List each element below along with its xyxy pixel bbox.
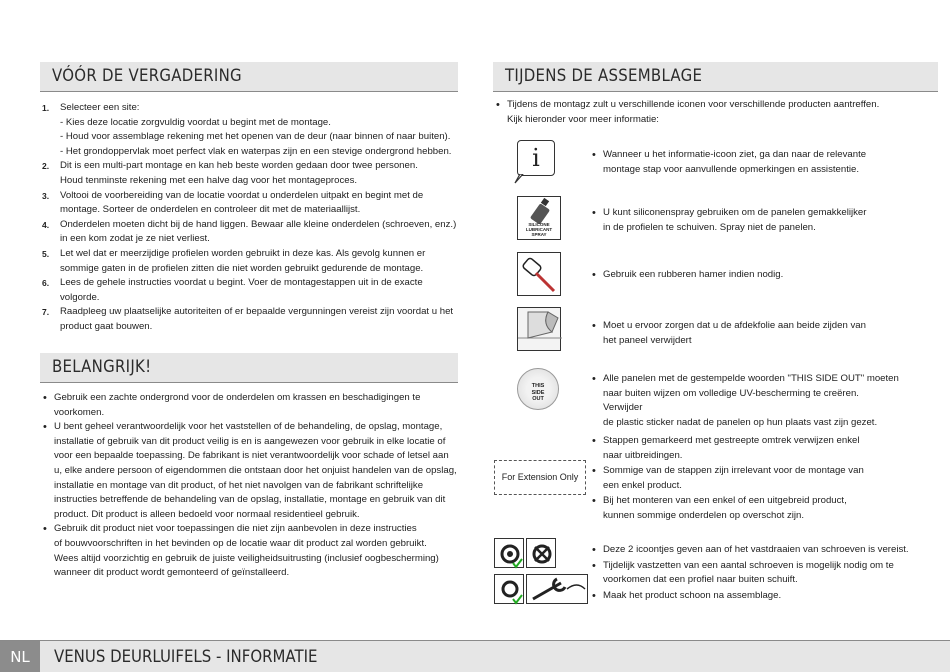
line-text: Maak het product schoon na assemblage. <box>603 589 782 601</box>
line-text: - Het grondoppervlak moet perfect vlak en waterpas zijn en een stevige ondergrond hebben. <box>60 145 452 157</box>
screw-tighten-icon <box>494 538 524 568</box>
step-number: 7. <box>42 307 50 318</box>
silicone-spray-icon: SILICONE LUBRICANT SPRAY <box>517 196 561 240</box>
list-item: • Alle panelen met de gestempelde woorden "THIS SIDE OUT" moeten naar buiten wijzen om volledige UV-bescherming te creëren. Verwijder de plastic sticker nadat de panelen op hun plaats vast zijn gezet. <box>589 372 899 430</box>
step-number: 3. <box>42 190 50 201</box>
line-text: Voltooi de voorbereiding van de locatie voordat u onderdelen uitpakt en begint met de <box>60 189 424 201</box>
list-item: • U kunt siliconenspray gebruiken om de panelen gemakkelijker in de profielen te schuiven. Spray niet de panelen. <box>589 206 899 235</box>
list-item <box>589 464 929 493</box>
peel-film-icon <box>517 307 561 351</box>
line-text: Bij het monteren van een enkel of een uitgebreid product, <box>603 495 847 507</box>
line-text: voorkomen dat een profiel naar buiten schuift. <box>603 574 798 586</box>
line-text: Houd tenminste rekening met een halve dag voor het montageproces. <box>60 174 358 186</box>
section-title: TIJDENS DE ASSEMBLAGE <box>505 66 703 86</box>
icon-row-silicone <box>493 196 913 242</box>
line-text: kunnen sommige onderdelen op overschot zijn. <box>603 509 805 521</box>
icon-row-this-side-out <box>493 366 913 428</box>
extension-list <box>589 434 929 524</box>
section-header-during-assembly <box>493 62 938 92</box>
step-item <box>40 101 458 159</box>
step-item <box>40 305 458 334</box>
this-side-out-sticker-icon: THIS SIDE OUT <box>517 368 559 410</box>
step-item <box>40 247 458 276</box>
list-item <box>40 420 458 522</box>
line-text: - Kies deze locatie zorgvuldig voordat u begint met de montage. <box>60 116 331 128</box>
step-item <box>40 218 458 247</box>
list-item <box>40 391 458 420</box>
section-title: VÓÓR DE VERGADERING <box>52 66 242 86</box>
line-text: Onderdelen moeten dicht bij de hand liggen. Bewaar alle kleine onderdelen (schroeven, enz.) <box>60 218 457 230</box>
list-item: • Wanneer u het informatie-icoon ziet, ga dan naar de relevante montage stap voor aanvullende opmerkingen en assistentie. <box>589 148 899 177</box>
list-item <box>589 559 929 588</box>
icon-row-hammer <box>493 252 913 298</box>
line-text: montage. Sorteer de onderdelen en controleer dit met de materiaallijst. <box>60 204 361 216</box>
step-item <box>40 189 458 218</box>
line-text: in een kom zodat je ze niet verliest. <box>60 233 210 245</box>
line-text: installatie of gebruik van dit product veilig is en is aangewezen voor gebruik in elke locatie of <box>54 435 446 447</box>
list-item <box>589 589 929 604</box>
icon-row-info <box>493 138 913 184</box>
list-item <box>589 543 929 558</box>
line-text: Wees altijd voorzichtig en gebruik de juiste veiligheidsuitrusting (inclusief oogbescherming) <box>54 552 439 564</box>
line-text: u, elke andere persoon of eigendommen die ontstaan door het onjuist handelen van de opslag, <box>54 464 457 476</box>
screw-icons <box>494 538 556 606</box>
wrench-icon <box>526 574 588 604</box>
step-item <box>40 159 458 188</box>
line-text: Gebruik een zachte ondergrond voor de onderdelen om krassen en beschadigingen te <box>54 392 421 403</box>
step-item <box>40 276 458 305</box>
line-text: Lees de gehele instructies voordat u begint. Voer de montagestappen uit in de exacte volgorde. <box>60 277 423 303</box>
step-number: 1. <box>42 103 50 113</box>
list-item: • Gebruik een rubberen hamer indien nodig. <box>589 268 899 283</box>
line-text: installatie en montage van dit product, of het niet navolgen van de fabrikant schriftelijke <box>54 479 424 491</box>
step-number: 2. <box>42 161 50 172</box>
line-text: Raadpleeg uw plaatselijke autoriteiten of er bepaalde vergunningen vereist zijn voordat u het <box>60 306 454 318</box>
list-item <box>589 494 929 523</box>
line-text: Deze 2 icoontjes geven aan of het vastdraaien van schroeven is vereist. <box>603 544 909 555</box>
line-text: naar uitbreidingen. <box>603 449 683 461</box>
step-number: 6. <box>42 278 50 289</box>
line-text: - Houd voor assemblage rekening met het openen van de deur (naar binnen of naar buiten). <box>60 131 451 143</box>
step-number: 5. <box>42 248 50 259</box>
list-item: • Tijdens de montagz zult u verschillende iconen voor verschillende producten aantreffen. Kijk hieronder voor meer informatie: <box>493 98 933 127</box>
section-header-before-assembly <box>40 62 458 92</box>
line-text: Tijdelijk vastzetten van een aantal schroeven is mogelijk nodig om te <box>603 559 894 571</box>
line-text: voor een bepaalde toepassing. De fabrikant is niet verantwoordelijk voor schade of letsel aan <box>54 450 449 462</box>
list-item <box>589 434 929 463</box>
section-header-important <box>40 353 458 383</box>
line-text: product. Dit product is alleen bedoeld voor normaal residentieel gebruik. <box>54 508 360 520</box>
section-title: BELANGRIJK! <box>52 357 152 377</box>
line-text: Let wel dat er meerzijdige profielen worden gebruikt in deze kas. Als gevolg kunnen er <box>60 247 426 259</box>
line-text: Dit is een multi-part montage en kan heb beste worden gedaan door twee personen. <box>60 160 418 172</box>
preparation-steps-list <box>40 101 458 335</box>
line-text: of bouwvoorschriften in het bevinden op de locatie waar dit product zal worden gebruikt. <box>54 537 427 549</box>
step-number: 4. <box>42 219 50 230</box>
line-text: voorkomen. <box>54 406 105 418</box>
list-item <box>40 522 458 580</box>
line-text: instructies betreffende de behandeling van de opslag, installatie, montage en gebruik van dit <box>54 494 446 506</box>
rubber-hammer-icon <box>517 252 561 296</box>
language-badge: NL <box>0 641 40 672</box>
screw-loose-icon <box>526 538 556 568</box>
screw-list <box>589 543 929 603</box>
page-footer <box>0 640 950 672</box>
screw-small-icon <box>494 574 524 604</box>
line-text: wanneer dit product wordt gemonteerd of geïnstalleerd. <box>54 567 290 579</box>
line-text: U bent geheel verantwoordelijk voor het vaststellen of de behandeling, de opslag, montage, <box>54 421 443 433</box>
line-text: Selecteer een site: <box>60 102 140 113</box>
line-text: Sommige van de stappen zijn irrelevant voor de montage van <box>603 465 864 477</box>
intro-list <box>493 98 933 127</box>
line-text: product gaat bouwen. <box>60 320 153 332</box>
line-text: een enkel product. <box>603 479 682 491</box>
extension-only-box: For Extension Only <box>494 460 586 495</box>
important-list <box>40 391 458 581</box>
footer-title: VENUS DEURLUIFELS - INFORMATIE <box>54 647 318 667</box>
list-item: • Moet u ervoor zorgen dat u de afdekfolie aan beide zijden van het paneel verwijdert <box>589 319 899 348</box>
line-text: Gebruik dit product niet voor toepassingen die niet zijn aanbevolen in deze instructies <box>54 523 417 535</box>
info-icon: i <box>517 140 555 176</box>
line-text: Stappen gemarkeerd met gestreepte omtrek verwijzen enkel <box>603 435 860 446</box>
icon-row-peel <box>493 307 913 353</box>
line-text: sommige gaten in de profielen zitten die niet worden gebruikt gedurende de montage. <box>60 262 424 274</box>
